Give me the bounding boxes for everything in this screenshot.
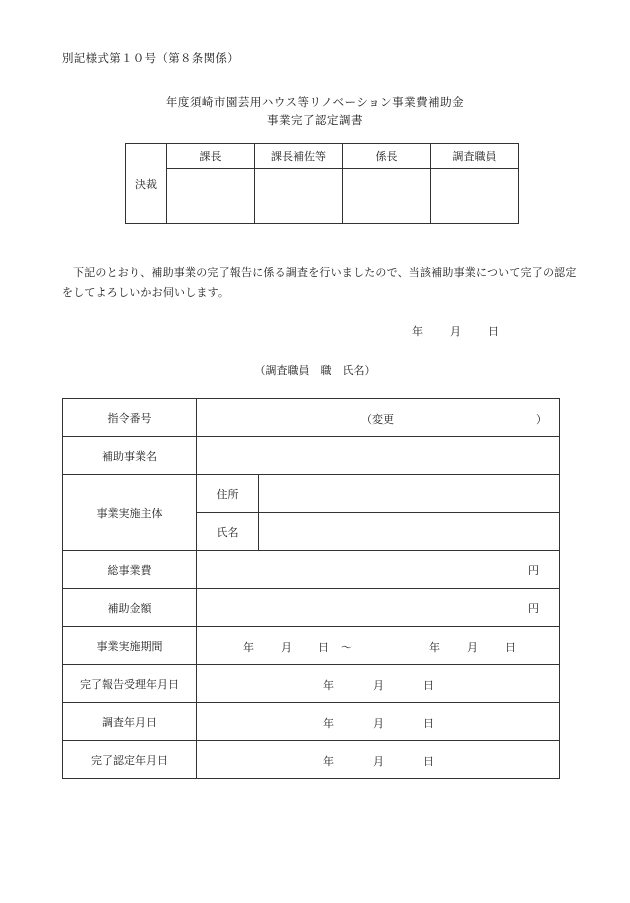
form-number: 別記様式第１０号（第８条関係） (62, 51, 239, 65)
survey-date-label: 調査年月日 (63, 703, 197, 741)
project-name-field[interactable] (197, 437, 560, 475)
approval-col-deputy-chief: 課長補佐等 (255, 144, 343, 169)
name-field[interactable] (259, 513, 560, 551)
inspector-line: （調査職員 職 氏名） (254, 364, 376, 377)
approval-col-section-chief: 課長 (167, 144, 255, 169)
report-received-field[interactable]: 年 月 日 (197, 665, 560, 703)
address-label: 住所 (197, 475, 259, 513)
approval-table (125, 143, 519, 224)
seal-box[interactable] (255, 169, 343, 224)
directive-number-field[interactable]: （変更 ） (197, 399, 560, 437)
document-subtitle: 事業完了認定調書 (267, 113, 363, 127)
period-field[interactable]: 年 月 日 ～ 年 月 日 (197, 627, 560, 665)
seal-box[interactable] (431, 169, 519, 224)
survey-date-field[interactable]: 年 月 日 (197, 703, 560, 741)
details-table (62, 398, 560, 779)
document-title: 年度須崎市園芸用ハウス等リノベーション事業費補助金 (165, 95, 465, 109)
project-name-label: 補助事業名 (63, 437, 197, 475)
approval-col-unit-chief: 係長 (343, 144, 431, 169)
name-label: 氏名 (197, 513, 259, 551)
subsidy-amount-field[interactable]: 円 (197, 589, 560, 627)
report-received-label: 完了報告受理年月日 (63, 665, 197, 703)
directive-number-label: 指令番号 (63, 399, 197, 437)
total-cost-label: 総事業費 (63, 551, 197, 589)
request-paragraph: 下記のとおり、補助事業の完了報告に係る調査を行いましたので、当該補助事業について完了の認定をしてよろしいかお伺いします。 (62, 266, 577, 299)
seal-box[interactable] (167, 169, 255, 224)
approval-row-label: 決裁 (126, 144, 167, 224)
period-label: 事業実施期間 (63, 627, 197, 665)
total-cost-field[interactable]: 円 (197, 551, 560, 589)
implementer-label: 事業実施主体 (63, 475, 197, 551)
document-date[interactable]: 年 月 日 (412, 325, 499, 338)
approval-date-field[interactable]: 年 月 日 (197, 741, 560, 779)
subsidy-amount-label: 補助金額 (63, 589, 197, 627)
seal-box[interactable] (343, 169, 431, 224)
approval-col-inspector: 調査職員 (431, 144, 519, 169)
approval-date-label: 完了認定年月日 (63, 741, 197, 779)
address-field[interactable] (259, 475, 560, 513)
